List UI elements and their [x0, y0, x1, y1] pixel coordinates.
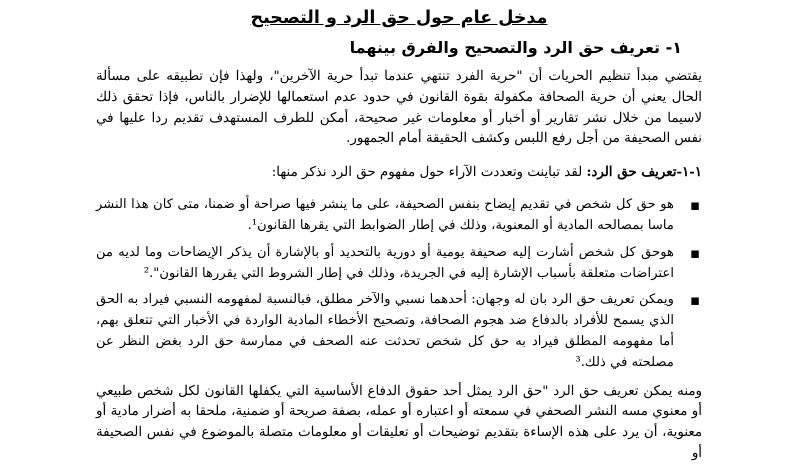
list-item-text: هوحق كل شخص أشارت إليه صحيفة يومية أو دورية بالتحديد أو بالإشارة أن يذكر الإيضاحات وما لديه من اعتراضات متعلقة بأسباب الإشارة إليه في الجريدة، وذلك في إطار الشروط التي يقررها القانون".² [96, 244, 674, 281]
section-heading: ١- تعريف حق الرد والتصحيح والفرق بينهما [349, 38, 682, 57]
list-item [96, 290, 702, 373]
list-item-text: ويمكن تعريف حق الرد بان له وجهان: أحدهما نسبي والآخر مطلق، فبالنسبة لمفهومه النسبي فيراد به الحق الذي يسمح للأفراد بالدفاع ضد هجوم الصحافة، وتصحيح الأخطاء المادية الواردة في الأخبار التي تتعلق بهم، أما مفهومه المطلق فيراد به حق كل شخص تحدثت عنه الصحف في ممارسة حق الرد بغض النظر عن مصلحته في ذلك.³ [96, 292, 674, 370]
definitions-list [96, 195, 702, 373]
subsection-label: ١-١-تعريف حق الرد: [586, 164, 702, 181]
bullet-icon: ▪ [689, 196, 700, 215]
list-item [96, 195, 702, 237]
list-item-text: هو حق كل شخص في تقديم إيضاح بنفس الصحيفة، على ما ينشر فيها صراحة أو ضمنا، متى كان هذا النشر ماسا بمصالحه المادية أو المعنوية، وذلك في إطار الضوابط التي يقرها القانون¹. [96, 197, 674, 233]
document-title: مدخل عام حول حق الرد و التصحيح [250, 8, 548, 28]
subsection-text: لقد تباينت وتعددت الآراء حول مفهوم حق الرد نذكر منها: [271, 165, 587, 181]
bullet-icon: ▪ [689, 291, 700, 310]
closing-paragraph: ومنه يمكن تعريف حق الرد "حق الرد يمثل أحد حقوق الدفاع الأساسية التي يكفلها القانون لكل شخص طبيعي أو معنوي مسه النشر الصحفي في سمعته أو اعتباره أو عمله، بصفة صريحة أو ضمنية، ملحقا به أضرار مادية أو معنوية، أن يرد على هذه الإساءة بتقديم توضيحات أو تعليقات أو معلومات متصلة بالموضوع في نفس الصحيفة أو [96, 383, 702, 461]
subsection-paragraph [96, 162, 702, 183]
intro-paragraph: يقتضي مبدأ تنظيم الحريات أن "حرية الفرد تنتهي عندما تبدأ حرية الآخرين"، ولهذا فإن تطبيقه على مسألة الحال يعني أن حرية الصحافة مكفولة بقوة القانون في حدود عدم استعمالها للإضرار بالناس، فإذا تحقق ذلك لاسيما من خلال نشر تقارير أو أخبار أو معلومات غير صحيحة، أمكن للطرف المستهدف تقديم ردا عليها في نفس الصحيفة من أجل رفع اللبس وكشف الحقيقة أمام الجمهور. [96, 69, 702, 147]
bullet-icon: ▪ [689, 243, 700, 262]
list-item [96, 243, 702, 285]
